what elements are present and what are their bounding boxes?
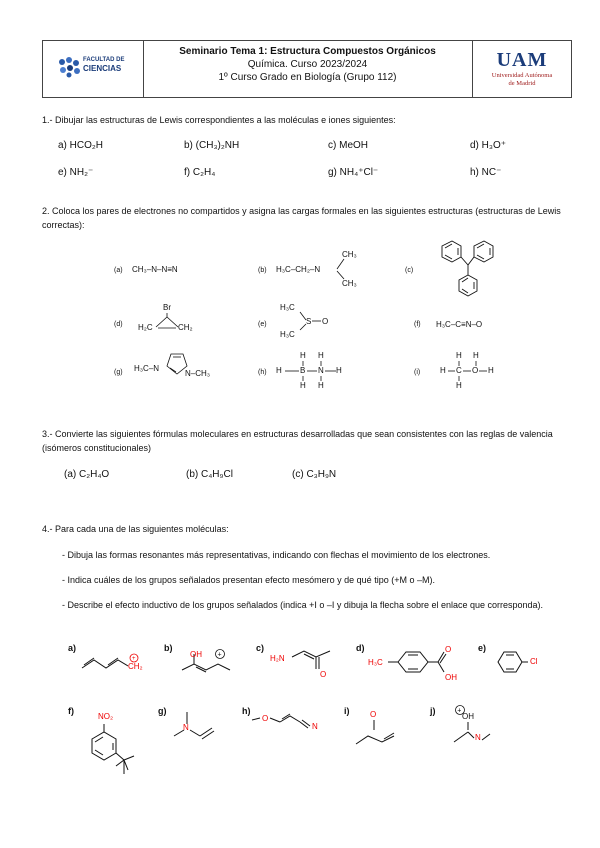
q4-molecule-d-hydroxyl: OH (445, 673, 457, 682)
q4-bullet-2: - Indica cuáles de los grupos señalados presentan efecto mesómero y de qué tipo (+M o –M). (62, 575, 435, 585)
q2-structure-f: H₃C–C≡N–O (436, 320, 483, 329)
q2-structure-b-methyl-bottom: CH₃ (342, 279, 357, 288)
q1-option-a: a) HCO₂H (58, 140, 103, 151)
q4-molecule-j-nitrogen: N (475, 733, 481, 742)
q3-option-a: (a) C₂H₄O (64, 469, 110, 480)
q2-structure-i-h-right: H (488, 366, 494, 375)
q4-molecule-b-group: OH (190, 650, 202, 659)
q1-option-b: b) (CH₃)₂NH (184, 140, 240, 151)
q4-molecule-i (352, 718, 402, 750)
q2-label-g: (g) (114, 369, 123, 376)
q2-structure-h-h-b-bottom: H (300, 381, 306, 390)
q2-label-c: (c) (405, 267, 414, 274)
q2-structure-g-right: N–CH₃ (185, 369, 211, 378)
q2-structure-c-triphenylmethane (428, 240, 508, 310)
q4-molecule-h-nitrogen: N (312, 722, 318, 731)
q4-label-c: c) (256, 643, 265, 653)
q4-molecule-c (290, 645, 346, 677)
q3-option-c: (c) C₃H₉N (292, 469, 337, 480)
q2-structure-a: CH₃–N–N≡N (132, 265, 178, 274)
q4-text: 4.- Para cada una de las siguientes moléculas: (42, 524, 229, 534)
q4-label-a: a) (68, 643, 77, 653)
q2-structure-d-bonds (150, 311, 184, 331)
q2-structure-h-h-b-top: H (300, 351, 306, 360)
q4-molecule-j-hydroxyl: OH (462, 712, 474, 721)
q4-molecule-c-amine: H₂N (270, 654, 285, 663)
q2-label-d: (d) (114, 321, 123, 328)
q4-molecule-c-oxygen: O (320, 670, 327, 679)
faculty-logo-text: FACULTAD DE CIENCIAS (83, 57, 125, 73)
q1-option-e: e) NH₂⁻ (58, 167, 94, 178)
q4-label-d: d) (356, 643, 365, 653)
q4-label-g: g) (158, 706, 167, 716)
q1-option-d: d) H₃O⁺ (470, 140, 507, 151)
q4-molecule-b (178, 648, 244, 678)
q4-label-j: j) (430, 706, 436, 716)
q4-label-i: i) (344, 706, 350, 716)
q2-label-a: (a) (114, 267, 123, 274)
faculty-logo-cell (43, 41, 144, 97)
q4-molecule-d-methyl: H₃C (368, 658, 383, 667)
q2-structure-e-s: S (306, 317, 312, 326)
q4-molecule-e-chloro: Cl (530, 657, 538, 666)
q4-molecule-h (250, 706, 330, 740)
q4-molecule-f-nitro: NO₂ (98, 712, 114, 721)
q2-structure-i-h-bottom: H (456, 381, 462, 390)
q2-structure-d-br: Br (163, 303, 171, 312)
header-title-cell (143, 41, 473, 97)
q2-structure-e-bonds (298, 308, 329, 334)
q2-text: 2. Coloca los pares de electrones no compartidos y asigna las cargas formales en las siguientes estructuras (estructuras de Lewis correctas): (42, 206, 561, 230)
q2-structure-h-h-n-top: H (318, 351, 324, 360)
q4-molecule-g-nitrogen: N (183, 723, 189, 732)
q2-structure-i-c: C (456, 366, 462, 375)
q1-text: 1.- Dibujar las estructuras de Lewis correspondientes a las moléculas e iones siguientes: (42, 115, 396, 125)
q4-molecule-h-oxygen: O (262, 714, 269, 723)
q4-molecule-i-oxygen: O (370, 710, 377, 719)
q1-option-c: c) MeOH (328, 140, 368, 151)
q1-option-f: f) C₂H₄ (184, 167, 216, 178)
seminar-title: Seminario Tema 1: Estructura Compuestos Orgánicos (179, 46, 436, 57)
svg-text:+: + (457, 707, 462, 715)
q4-label-f: f) (68, 706, 74, 716)
q1-option-h: h) NC⁻ (470, 167, 502, 178)
q2-structure-g-left: H₃C–N (134, 364, 160, 373)
group-line: 1º Curso Grado en Biología (Grupo 112) (218, 72, 397, 83)
faculty-logo-icon (57, 56, 81, 78)
q2-structure-h-h-n-bottom: H (318, 381, 324, 390)
q2-structure-d-right: CH₂ (178, 323, 193, 332)
q2-label-h: (h) (258, 369, 267, 376)
uam-logo-cell (473, 41, 571, 97)
q2-structure-b-bonds (334, 256, 346, 282)
q2-structure-i-h-o-top: H (473, 351, 479, 360)
q4-bullet-3: - Describe el efecto inductivo de los grupos señalados (indica +I o –I y dibuja la flecha sobre el enlace que corresponda). (62, 600, 544, 610)
q2-structure-h-h-right: H (336, 366, 342, 375)
q4-molecule-d-carbonyl-o: O (445, 645, 452, 654)
q2-structure-e-o: O (322, 317, 329, 326)
q2-structure-e-me-bottom: H₃C (280, 330, 295, 339)
uam-logo: UAM (496, 49, 548, 71)
q2-structure-h-bonds (282, 358, 342, 384)
q2-structure-b: H₃C–CH₂–N (276, 265, 321, 274)
q4-molecule-j (446, 720, 496, 750)
q4-bullet-1: - Dibuja las formas resonantes más representativas, indicando con flechas el movimiento de los electrones. (62, 550, 491, 560)
q4-molecule-e (494, 648, 534, 680)
q4-molecule-f (82, 722, 146, 788)
q2-label-e: (e) (258, 321, 267, 328)
q2-structure-b-methyl-top: CH₃ (342, 250, 357, 259)
q4-molecule-g (172, 710, 222, 746)
q1-option-g: g) NH₄⁺Cl⁻ (328, 167, 379, 178)
q4-label-e: e) (478, 643, 487, 653)
q2-structure-i-o: O (472, 366, 479, 375)
q4-label-h: h) (242, 706, 251, 716)
q3-text: 3.- Convierte las siguientes fórmulas moleculares en estructuras desarrolladas que sean consistentes con las reglas de valencia (isómeros constitucionales) (42, 429, 553, 453)
q2-structure-i-h-top: H (456, 351, 462, 360)
uam-subtitle: Universidad Autónoma de Madrid (491, 72, 553, 87)
q2-label-i: (i) (414, 369, 421, 376)
q2-structure-h-n: N (318, 366, 324, 375)
q2-structure-d-left: H₂C (138, 323, 153, 332)
svg-text:+: + (132, 656, 136, 662)
q2-structure-i-bonds (446, 358, 492, 384)
header-box (42, 40, 572, 98)
q2-label-f: (f) (414, 321, 421, 328)
q2-structure-h-h-left: H (276, 366, 282, 375)
q2-label-b: (b) (258, 267, 267, 274)
q2-structure-h-b: B (300, 366, 306, 375)
q2-structure-i-h-left: H (440, 366, 446, 375)
q4-label-b: b) (164, 643, 173, 653)
svg-text:+: + (217, 651, 222, 659)
q4-molecule-a-group: CH₂ (128, 662, 143, 671)
q3-option-b: (b) C₄H₉Cl (186, 469, 233, 480)
q2-structure-e-me-top: H₃C (280, 303, 295, 312)
q2-structure-g-imidazole-ring (161, 350, 191, 378)
course-line: Química. Curso 2023/2024 (247, 59, 368, 70)
